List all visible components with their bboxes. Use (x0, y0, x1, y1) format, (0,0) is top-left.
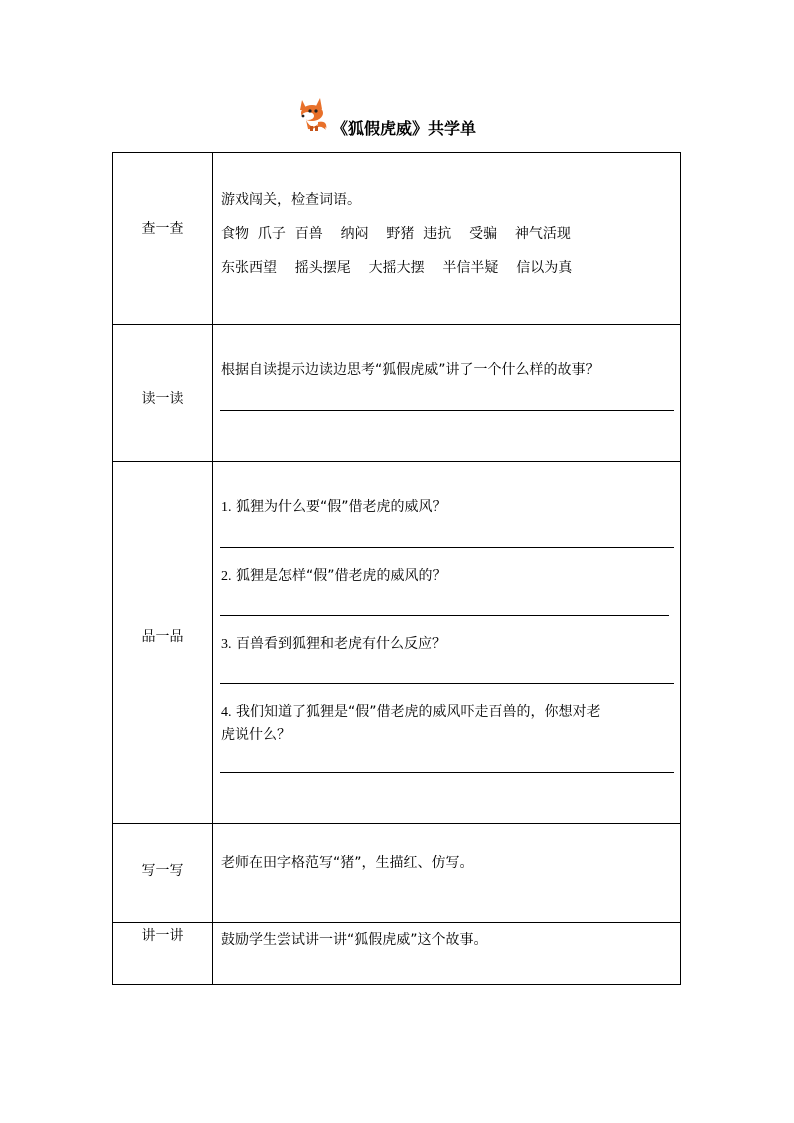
question-number: 3. (221, 637, 232, 652)
question-text: 狐狸为什么要“假”借老虎的威风？ (231, 499, 447, 515)
row-label: 读一读 (141, 391, 184, 407)
answer-line[interactable] (220, 772, 674, 773)
question-number: 4. (221, 705, 232, 720)
table-row-read (113, 325, 681, 462)
word-list-line: 东张西望 摇头摆尾 大摇大摆 半信半疑 信以为真 (221, 260, 573, 276)
row-label-cell (113, 462, 213, 824)
question-item (221, 633, 446, 653)
row-content-cell (213, 824, 681, 923)
question-text: 狐狸是怎样“假”借老虎的威风的？ (231, 568, 447, 584)
row-label: 讲一讲 (141, 928, 184, 944)
row-label: 查一查 (141, 221, 184, 237)
question-item (221, 701, 600, 721)
answer-line[interactable] (220, 615, 669, 616)
question-text: 根据自读提示边读边思考“狐假虎威”讲了一个什么样的故事？ (221, 362, 600, 378)
row-label: 写一写 (141, 863, 184, 879)
row-label-cell (113, 153, 213, 325)
study-sheet-table (112, 152, 681, 985)
question-number: 1. (221, 500, 232, 515)
answer-line[interactable] (220, 410, 674, 411)
row-content-cell (213, 462, 681, 824)
question-text: 百兽看到狐狸和老虎有什么反应？ (231, 636, 446, 652)
question-number: 2. (221, 569, 232, 584)
row-content-cell (213, 153, 681, 325)
page-title: 《狐假虎威》共学单 (332, 119, 477, 138)
header (0, 96, 794, 140)
question-item (221, 496, 446, 516)
row-label: 品一品 (141, 629, 184, 645)
answer-line[interactable] (220, 547, 674, 548)
row-label-cell (113, 923, 213, 985)
instruction-text: 游戏闯关，检查词语。 (221, 192, 361, 208)
table-row-savor (113, 462, 681, 824)
instruction-text: 鼓励学生尝试讲一讲“狐假虎威”这个故事。 (221, 932, 488, 948)
fox-icon (296, 96, 330, 132)
question-item (221, 565, 446, 585)
row-label-cell (113, 325, 213, 462)
answer-line[interactable] (220, 683, 674, 684)
table-row-write (113, 824, 681, 923)
instruction-text: 老师在田字格范写“猪”，生描红、仿写。 (221, 855, 474, 871)
row-content-cell (213, 325, 681, 462)
word-list-line: 食物 爪子 百兽 纳闷 野猪 违抗 受骗 神气活现 (221, 226, 571, 242)
table-row-check (113, 153, 681, 325)
table-row-tell (113, 923, 681, 985)
question-text-continued: 虎说什么？ (221, 727, 291, 743)
question-text: 我们知道了狐狸是“假”借老虎的威风吓走百兽的，你想对老 (231, 704, 601, 720)
row-content-cell (213, 923, 681, 985)
row-label-cell (113, 824, 213, 923)
